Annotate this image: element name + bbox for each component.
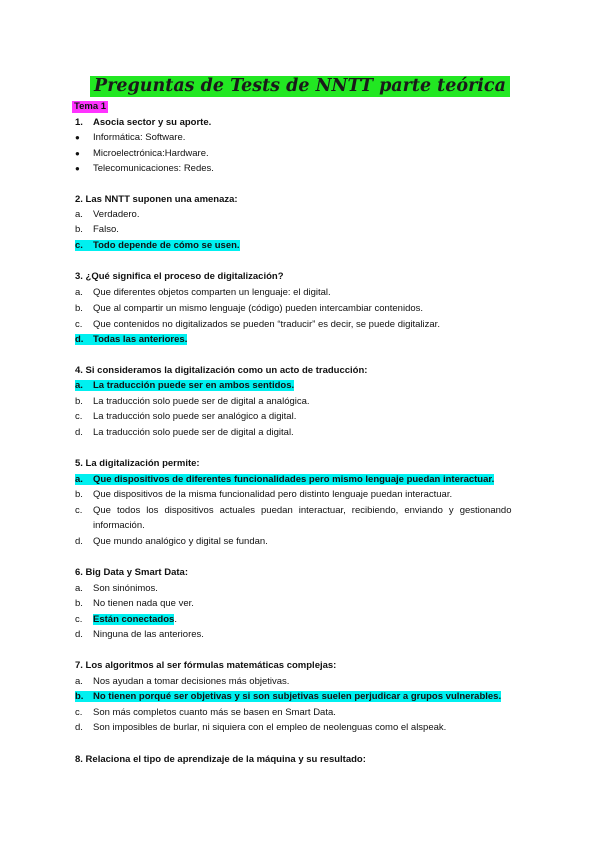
option: b. No tienen nada que ver. [75,598,194,609]
option-correct: d. Todas las anteriores. [75,334,188,345]
option: c. La traducción solo puede ser analógico a digital. [75,411,297,422]
option: a. Son sinónimos. [75,583,158,594]
option-correct: c. Todo depende de cómo se usen. [75,240,240,251]
question-6: 6. Big Data y Smart Data: [75,567,188,578]
option-correct: a. Que dispositivos de diferentes funcionalidades pero mismo lenguaje puedan interactuar. [75,474,495,485]
option: d. Que mundo analógico y digital se fundan. [75,536,268,547]
bullet-icon: ● [75,133,80,142]
option: a. Que diferentes objetos comparten un lenguaje: el digital. [75,287,331,298]
option: b. Que al compartir un mismo lenguaje (código) pueden intercambiar contenidos. [75,303,424,314]
question-1 [75,116,211,129]
question-3: 3. ¿Qué significa el proceso de digitalización? [75,271,284,282]
list-item: ● Informática: Software. [75,132,186,143]
list-item: ● Telecomunicaciones: Redes. [75,163,214,174]
option: a. Verdadero. [75,209,140,220]
question-2: 2. Las NNTT suponen una amenaza: [75,194,238,205]
list-item: ● Microelectrónica:Hardware. [75,148,209,159]
page-title: Preguntas de Tests de NNTT parte teórica [90,76,510,97]
option: d. Ninguna de las anteriores. [75,629,204,640]
option-correct: a. La traducción puede ser en ambos sentidos. [75,380,295,391]
option: c. Son más completos cuanto más se basen en Smart Data. [75,707,336,718]
option: c. Que todos los dispositivos actuales puedan interactuar, recibiendo, enviando y gestionando [75,505,512,516]
option-correct: b. No tienen porqué ser objetivas y si son subjetivas suelen perjudicar a grupos vulnerables. [75,691,502,702]
bullet-icon: ● [75,164,80,173]
option: d. Son imposibles de burlar, ni siquiera con el empleo de neolenguas como el alspeak. [75,722,447,733]
option-continuation: información. [93,520,145,531]
question-1-number: 1. [75,117,83,128]
option: b. Falso. [75,224,119,235]
option: b. Que dispositivos de la misma funcionalidad pero distinto lenguaje puedan interactuar. [75,489,453,500]
option: b. La traducción solo puede ser de digital a analógica. [75,396,310,407]
title-wrap [0,76,600,97]
option-correct: c. Están conectados. [75,614,177,625]
option: c. Que contenidos no digitalizados se pueden “traducir” es decir, se puede digitalizar. [75,319,440,330]
question-1-text: Asocia sector y su aporte. [93,117,212,128]
question-7: 7. Los algoritmos al ser fórmulas matemáticas complejas: [75,660,337,671]
section-label: Tema 1 [74,101,107,112]
option: a. Nos ayudan a tomar decisiones más objetivas. [75,676,290,687]
bullet-icon: ● [75,149,80,158]
option: d. La traducción solo puede ser de digital a digital. [75,427,294,438]
question-5: 5. La digitalización permite: [75,458,200,469]
question-4: 4. Si consideramos la digitalización como un acto de traducción: [75,365,368,376]
question-8: 8. Relaciona el tipo de aprendizaje de la máquina y su resultado: [75,754,366,765]
